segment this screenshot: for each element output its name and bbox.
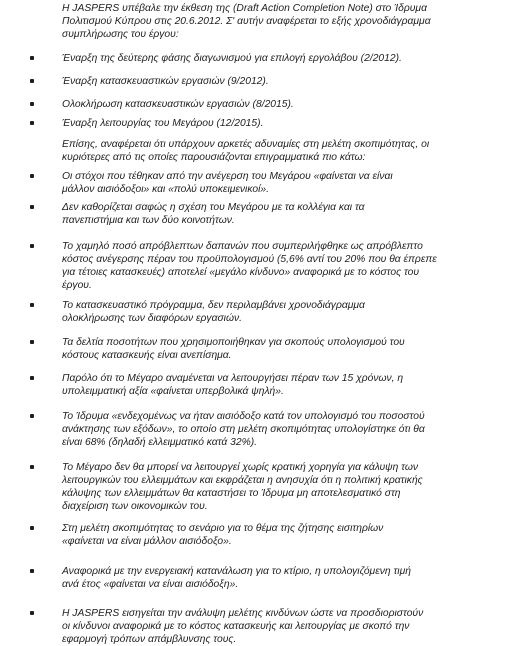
text-line: Παρόλο ότι το Μέγαρο αναμένεται να λειτουργήσει πέραν των 15 χρόνων, η — [62, 373, 404, 384]
text-line: οι κίνδυνοι αναφορικά με το κόστος κατασκευής και λειτουργίας με σκοπό την — [62, 621, 410, 632]
bullet-marker — [30, 79, 34, 83]
text-line: συμπλήρωσης του έργου: — [62, 29, 179, 40]
finding-item — [62, 336, 454, 362]
finding-item — [62, 372, 454, 398]
finding-item — [62, 522, 454, 548]
bullet-marker — [30, 340, 34, 344]
text-line: Η JASPERS εισηγείται την ανάλυψη μελέτης κινδύνων ώστε να προσδιοριστούν — [62, 608, 424, 619]
text-line: Έναρξη της δεύτερης φάσης διαγωνισμού για επιλογή εργολάβου (2/2012). — [62, 53, 402, 64]
text-line: κόστους κατασκευής είναι ανεπίσημα. — [62, 350, 232, 361]
text-line: υπολειμματική αξία «φαίνεται υπερβολικά ψηλή». — [62, 386, 284, 397]
bullet-marker — [30, 465, 34, 469]
bullet-marker — [30, 569, 34, 573]
bullet-marker — [30, 121, 34, 125]
text-line: λειτουργικών του ελλειμμάτων και εκφράζεται η ανησυχία ότι η πολιτική κρατικής — [62, 475, 423, 486]
finding-item — [62, 201, 454, 227]
text-line: διαχείριση των οικονομικών του. — [62, 501, 208, 512]
text-line: Η JASPERS υπέβαλε την έκθεση της (Draft Action Completion Note) στο Ίδρυμα — [62, 3, 427, 14]
bullet-marker — [30, 376, 34, 380]
text-line: Επίσης, αναφέρεται ότι υπάρχουν αρκετές αδυναμίες στη μελέτη σκοπιμότητας, οι — [62, 139, 430, 150]
finding-item — [62, 170, 454, 196]
text-line: «φαίνεται να είναι μάλλον αισιόδοξο». — [62, 536, 232, 547]
weakness-intro-paragraph — [62, 138, 454, 164]
bullet-marker — [30, 414, 34, 418]
text-line: κάλυψης των ελλειμμάτων θα καταστήσει το Ίδρυμα μη αποτελεσματικό στη — [62, 488, 401, 499]
text-line: Το Ίδρυμα «ενδεχομένως να ήταν αισιόδοξο κατά τον υπολογισμό του ποσοστού — [62, 411, 425, 422]
finding-item — [62, 410, 454, 449]
schedule-item — [62, 52, 454, 65]
bullet-marker — [30, 244, 34, 248]
finding-item — [62, 299, 454, 325]
text-line: ολοκλήρωσης των διαφόρων εργασιών. — [62, 313, 242, 324]
text-line: κυριότερες από τις οποίες παρουσιάζονται επιγραμματικά πιο κάτω: — [62, 152, 366, 163]
bullet-marker — [30, 205, 34, 209]
text-line: Οι στόχοι που τέθηκαν από την ανέγερση του Μεγάρου «φαίνεται να είναι — [62, 171, 393, 182]
text-line: μάλλον αισιόδοξοι» και «πολύ υποκειμενικοί». — [62, 184, 269, 195]
text-line: είναι 68% (δηλαδή ελλειμματικό κατά 32%). — [62, 437, 258, 448]
text-line: πανεπιστήμια και των δύο κοινοτήτων. — [62, 215, 235, 226]
bullet-marker — [30, 303, 34, 307]
finding-item — [62, 565, 454, 591]
text-line: Αναφορικά με την ενεργειακή κατανάλωση για το κτίριο, η υπολογιζόμενη τιμή — [62, 566, 411, 577]
bullet-marker — [30, 102, 34, 106]
text-line: Τα δελτία ποσοτήτων που χρησιμοποιήθηκαν για σκοπούς υπολογισμού του — [62, 337, 405, 348]
schedule-item — [62, 117, 454, 130]
text-line: ανάκτησης των εξόδων», το οποίο στη μελέτη σκοπιμότητας υπολογίστηκε ότι θα — [62, 424, 425, 435]
text-line: εφαρμογή τρόπων απάμβλυνσης τους. — [62, 634, 237, 645]
text-line: Στη μελέτη σκοπιμότητας το σενάριο για το θέμα της ζήτησης εισιτηρίων — [62, 523, 384, 534]
text-line: κόστος ανέγερσης πέραν του προϋπολογισμού (5,6% αντί του 20% που θα έπρεπε — [62, 254, 437, 265]
text-line: για τέτοιες κατασκευές) αποτελεί «μεγάλο κίνδυνο» αναφορικά με το κόστος του — [62, 267, 420, 278]
finding-item — [62, 607, 454, 646]
schedule-item — [62, 98, 454, 111]
text-line: έργου. — [62, 280, 92, 291]
text-line: Δεν καθορίζεται σαφώς η σχέση του Μεγάρου με τα κολλέγια και τα — [62, 202, 365, 213]
text-line: Το Μέγαρο δεν θα μπορεί να λειτουργεί χωρίς κρατική χορηγία για κάλυψη των — [62, 462, 419, 473]
bullet-marker — [30, 611, 34, 615]
bullet-marker — [30, 174, 34, 178]
text-line: Πολιτισμού Κύπρου στις 20.6.2012. Σ' αυτήν αναφέρεται το εξής χρονοδιάγραμμα — [62, 16, 431, 27]
text-line: ανά έτος «φαίνεται να είναι αισιόδοξη». — [62, 579, 239, 590]
text-line: Έναρξη κατασκευαστικών εργασιών (9/2012). — [62, 76, 269, 87]
finding-item — [62, 240, 454, 292]
text-line: Έναρξη λειτουργίας του Μεγάρου (12/2015). — [62, 118, 264, 129]
bullet-marker — [30, 526, 34, 530]
bullet-marker — [30, 56, 34, 60]
text-line: Το χαμηλό ποσό απρόβλεπτων δαπανών που συμπεριλήφθηκε ως απρόβλεπτο — [62, 241, 423, 252]
text-line: Ολοκλήρωση κατασκευαστικών εργασιών (8/2015). — [62, 99, 294, 110]
finding-item — [62, 461, 454, 513]
text-line: Το κατασκευαστικό πρόγραμμα, δεν περιλαμβάνει χρονοδιάγραμμα — [62, 300, 365, 311]
schedule-item — [62, 75, 454, 88]
intro-paragraph — [62, 2, 454, 41]
